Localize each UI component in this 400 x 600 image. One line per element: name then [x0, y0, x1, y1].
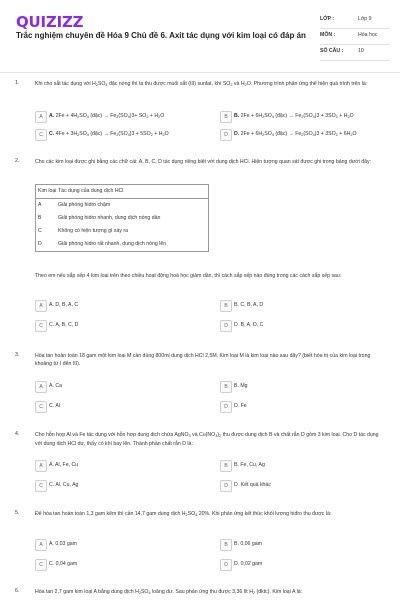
table-cell: Tác dụng của dung dịch HCl [58, 188, 124, 194]
question-number: 6. [15, 588, 20, 594]
option-text: B. Mg [234, 383, 248, 389]
option-letter-badge: B [220, 111, 232, 123]
table-cell: Kim loại [38, 188, 57, 194]
option-letter-badge: D [220, 129, 232, 141]
table-row [36, 225, 208, 238]
option-letter-badge: C [35, 480, 47, 492]
table-cell: C [38, 228, 42, 234]
question-number: 4. [15, 431, 20, 437]
option-text: A. Ca [49, 383, 62, 389]
table-cell: A [38, 202, 42, 208]
option-letter-badge: D [220, 320, 232, 332]
question-3 [15, 352, 390, 422]
table-row [36, 212, 208, 225]
option-text: B. C, B, A, D [234, 302, 264, 308]
option-letter-badge: B [220, 539, 232, 551]
question-text: Hòa tan hoàn toàn 18 gam một kim loại M cần dùng 800ml dung dịch HCl 2,5M. Kim loại M là kim loại nào sau đây? (biết hóa trị của kim loại trong khoảng từ I đến III). [35, 353, 371, 367]
meta-value: Hóa học [358, 32, 378, 38]
option-text: B. $2Fe + 6H_2SO_4$ (đặc) → $Fe_2(SO_4)3 + 3SO_2 + H_2O$ [234, 113, 354, 119]
option-text: B. 0,06 gam [234, 541, 262, 547]
question-6 [15, 588, 390, 600]
option-text: A. 0,03 gam [49, 541, 77, 547]
option-a[interactable] [35, 459, 200, 473]
question-2 [15, 158, 390, 343]
option-letter-badge: C [35, 320, 47, 332]
table-cell: B [38, 215, 42, 221]
question-text: Cho các kim loại được ghi bằng các chữ cái: A, B, C, D tác dụng riêng biệt với dung dịch HCl. Hiện tượng quan sát được ghi trong bảng dưới đây: [35, 159, 371, 165]
option-text: D. 0,02 gam [234, 561, 263, 567]
question-number: 2. [15, 158, 20, 164]
option-text: A. $2Fe + 4H_2SO_4$ (đặc) → $Fe_2(SO_4)3+ SO_2 + H_2O$ [49, 113, 165, 119]
question-4 [15, 431, 390, 501]
option-text: C. 0,04 gam [49, 561, 78, 567]
option-letter-badge: C [35, 559, 47, 571]
option-b[interactable] [220, 299, 385, 313]
option-c[interactable] [35, 128, 205, 142]
table-cell: Giải phóng hidro chậm [58, 202, 111, 208]
table-row [36, 238, 208, 251]
option-letter-badge: D [220, 480, 232, 492]
option-c[interactable] [35, 558, 200, 572]
option-d[interactable] [220, 128, 390, 142]
table-cell: Giải phóng hidro nhanh, dung dịch nóng dần [58, 215, 161, 221]
header [0, 0, 400, 72]
option-b[interactable] [220, 380, 385, 394]
meta-key: SỐ CÂU : [320, 48, 344, 54]
question-text-after-table: Theo em nếu sắp xếp 4 kim loại trên theo chiều hoạt động hoá học giảm dần, thì cách sắp xếp nào đúng trong các cách sắp xếp sau: [35, 273, 342, 279]
question-1 [15, 80, 390, 150]
option-b[interactable] [220, 459, 385, 473]
question-5 [15, 510, 390, 578]
option-letter-badge: A [35, 539, 47, 551]
meta-key: MÔN : [320, 32, 336, 38]
option-c[interactable] [35, 400, 200, 414]
option-text: C. Al [49, 403, 60, 409]
option-letter-badge: B [220, 381, 232, 393]
table-cell: D [38, 241, 42, 247]
question-number: 1. [15, 80, 20, 86]
table-row [36, 185, 208, 199]
option-text: A. Al, Fe, Cu [49, 462, 79, 468]
option-text: C. Al, Cu, Ag [49, 482, 79, 488]
meta-key: LỚP : [320, 16, 335, 22]
option-letter-badge: A [35, 460, 47, 472]
option-text: D. Kết quả khác [234, 482, 271, 488]
option-letter-badge: B [220, 460, 232, 472]
option-c[interactable] [35, 319, 200, 333]
meta-row-subject [320, 29, 390, 45]
observation-table [35, 184, 209, 252]
table-cell: Không có hiện tượng gì xảy ra [58, 228, 129, 234]
option-text: B. Fe, Cu, Ag [234, 462, 265, 468]
option-d[interactable] [220, 558, 385, 572]
table-cell: Giải phóng hidro rất nhanh, dung dịch nóng lên [58, 241, 167, 247]
question-text: Để hòa tan hoàn toàn 1,3 gam kẽm thì cần 14,7 gam dung dịch $H_2SO_4$ 20%. Khi phản ứng kết thúc khối lượng hiđro thu được là: [35, 511, 332, 517]
option-letter-badge: D [220, 559, 232, 571]
question-text: Hòa tan 2,7 gam kim loại A bằng dung dịch $H_2SO_4$ loãng dư. Sau phản ứng thu được 3,36 lít $H_2$ (đktc). Kim loại A là: [35, 589, 303, 595]
meta-value: Lớp 9 [358, 16, 372, 22]
option-text: D. B, A, D, C [234, 322, 264, 328]
option-a[interactable] [35, 538, 200, 552]
question-text: Khi cho sắt tác dụng với $H_2SO_4$ đặc nóng thì ta thu được muối sắt (III) sunfat, khí $SO_2$ và $H_2O$. Phương trình phản ứng thể hiện quá trình trên là: [35, 81, 368, 87]
option-c[interactable] [35, 479, 200, 493]
table-row [36, 199, 208, 212]
option-a[interactable] [35, 380, 200, 394]
option-text: D. $2Fe + 6H_2SO_4$ (đặc) → $Fe_2(SO_4)3 + 3SO_2 + 6H_2O$ [234, 131, 357, 137]
page-title: Trắc nghiệm chuyên đề Hóa 9 Chủ đề 6. Axit tác dụng với kim loại có đáp án [16, 31, 306, 40]
meta-row-count [320, 45, 390, 61]
option-b[interactable] [220, 110, 390, 124]
question-number: 5. [15, 510, 20, 516]
option-d[interactable] [220, 319, 385, 333]
option-letter-badge: A [35, 381, 47, 393]
option-text: D. Fe [234, 403, 247, 409]
option-letter-badge: B [220, 300, 232, 312]
question-number: 3. [15, 352, 20, 358]
option-d[interactable] [220, 400, 385, 414]
meta-row-class [320, 13, 390, 29]
option-text: A. D, B, A, C [49, 302, 79, 308]
option-letter-badge: A [35, 300, 47, 312]
option-text: C. A, B, C, D [49, 322, 79, 328]
question-text: Cho hỗn hợp Al và Fe tác dụng với hỗn hợp dung dịch chứa AgNO$_3$ và $Cu(NO_3)_2$ thu được dung dịch B và chất rắn D gồm 3 kim loại. Cho D tác dụng với dung dịch HCl dư, thấy có khí bay lên. Thành phần chất rắn D là: [35, 432, 379, 447]
option-b[interactable] [220, 538, 385, 552]
option-letter-badge: C [35, 401, 47, 413]
option-letter-badge: C [35, 129, 47, 141]
option-a[interactable] [35, 110, 205, 124]
meta-value: 10 [358, 48, 364, 54]
meta-info [320, 13, 390, 61]
header-divider [0, 72, 400, 73]
option-letter-badge: A [35, 111, 47, 123]
option-a[interactable] [35, 299, 200, 313]
option-d[interactable] [220, 479, 385, 493]
option-text: C. $4Fe + 3H_2SO_4$ (đặc) → $Fe_2(SO_4)3 + 5SO_2 + H_2O$ [49, 131, 169, 137]
option-letter-badge: D [220, 401, 232, 413]
quizizz-logo: QUIZIZZ [16, 13, 84, 31]
